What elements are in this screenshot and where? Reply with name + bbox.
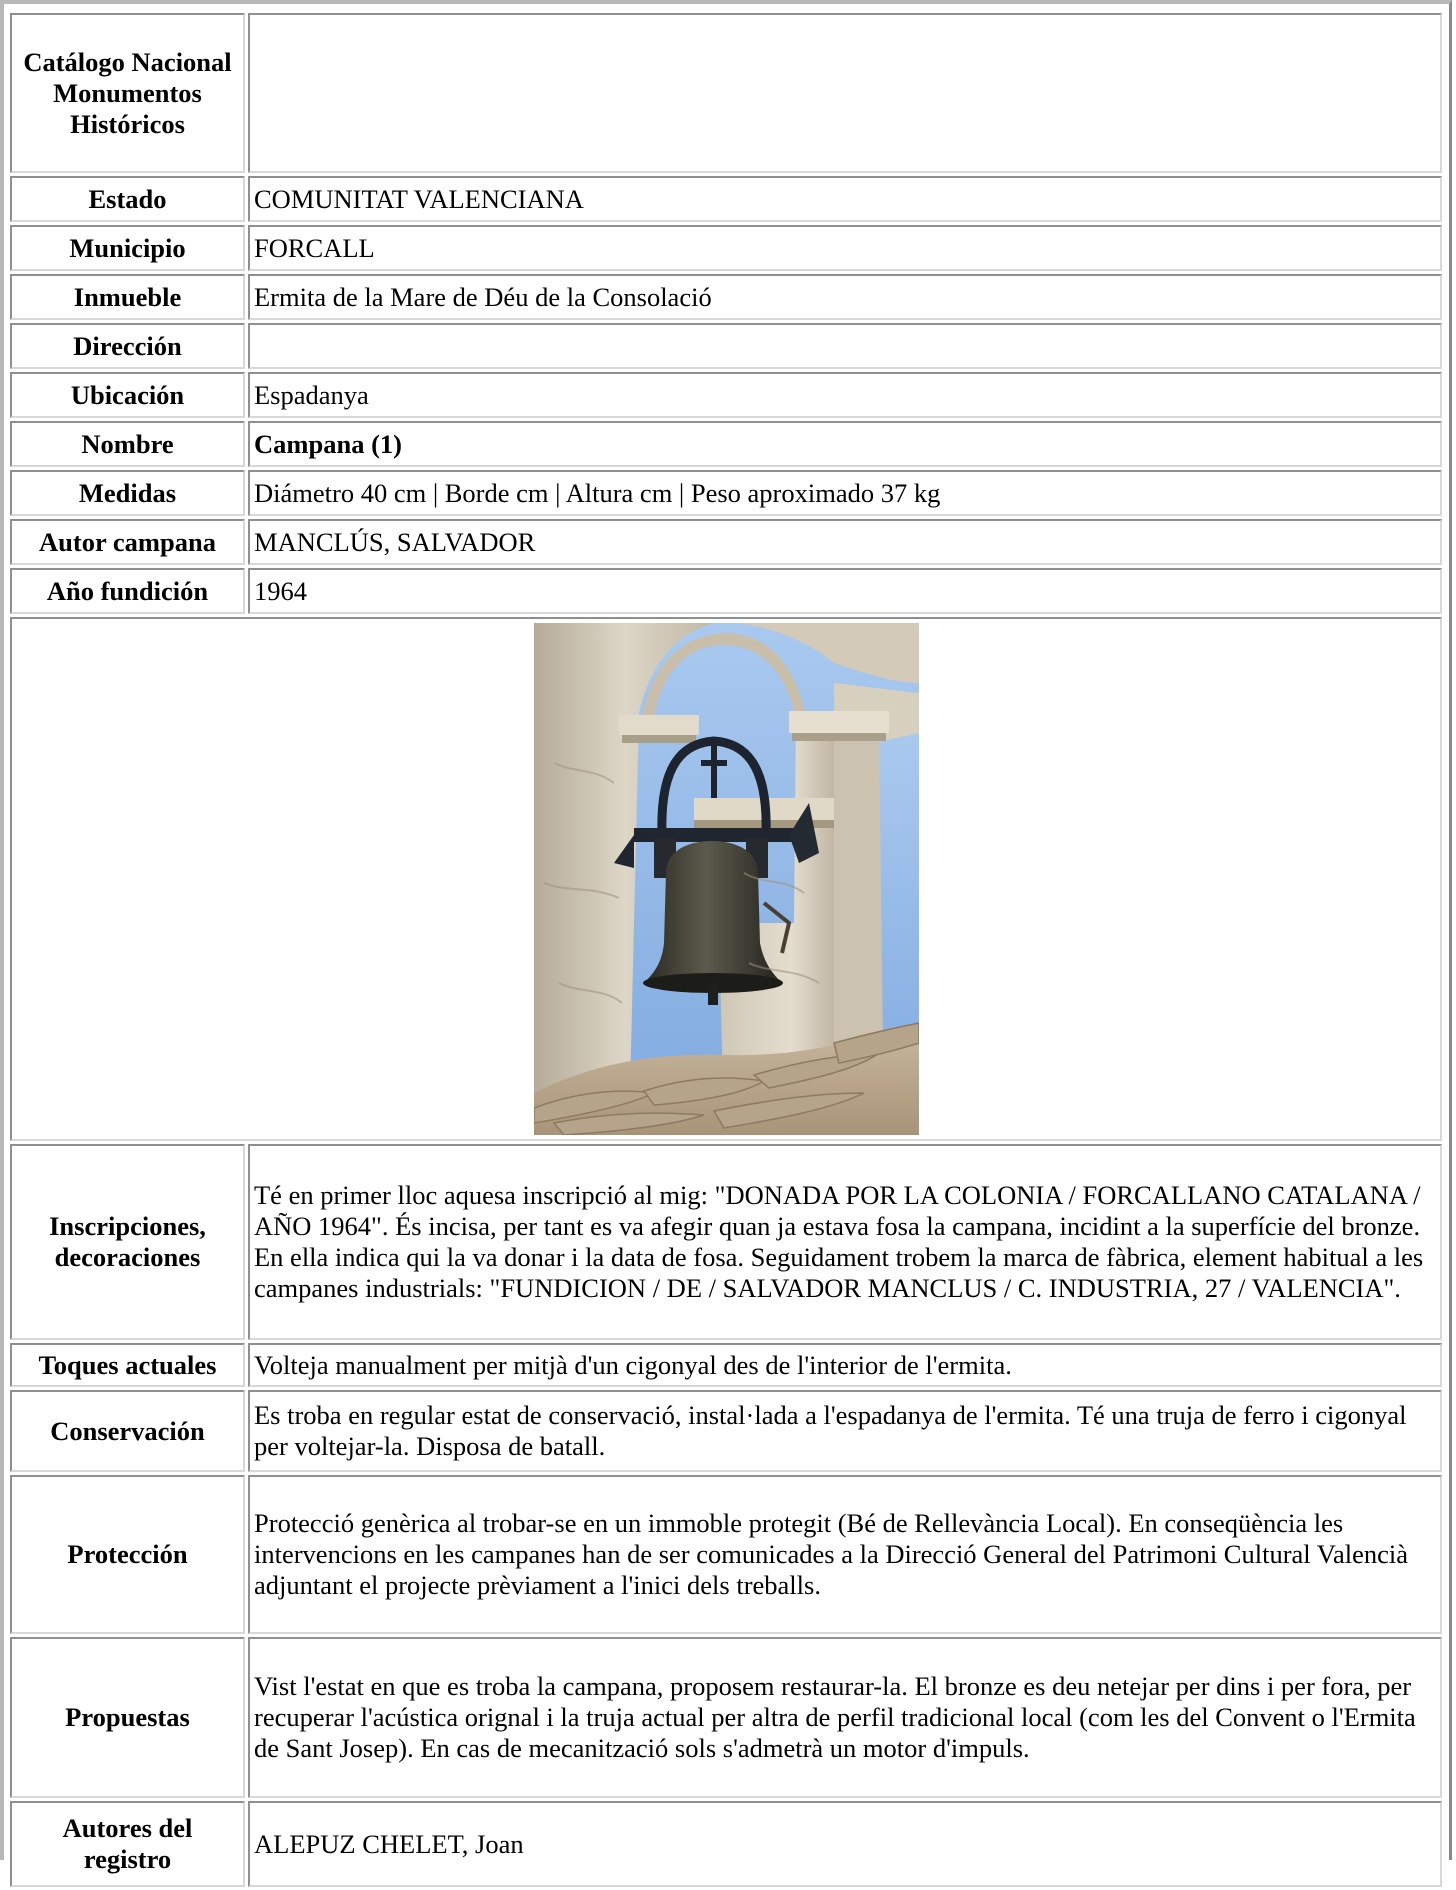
conservacion-value: Es troba en regular estat de conservació, instal·lada a l'espadanya de l'ermita. Té una truja de ferro i cigonyal per voltejar-la. Disposa de batall. [248,1390,1442,1472]
medidas-label: Medidas [10,470,245,516]
proteccion-value: Protecció genèrica al trobar-se en un immoble protegit (Bé de Rellevància Local). En conseqüència les intervencions en les campanes han de ser comunicades a la Direcció General del Patrimoni Cultural Valencià adjuntant el projecte prèviament a l'inici dels treballs. [248,1475,1442,1634]
estado-label: Estado [10,176,245,222]
row-medidas [10,470,1442,516]
row-autores [10,1801,1442,1887]
row-propuestas [10,1637,1442,1798]
ubicacion-value: Espadanya [248,372,1442,418]
municipio-label: Municipio [10,225,245,271]
catalog-label: Catálogo Nacional Monumentos Históricos [10,13,245,173]
autores-label: Autores del registro [10,1801,245,1887]
nombre-label: Nombre [10,421,245,467]
toques-value: Volteja manualment per mitjà d'un cigonyal des de l'interior de l'ermita. [248,1343,1442,1387]
inmueble-value: Ermita de la Mare de Déu de la Consolació [248,274,1442,320]
bell-photo [534,623,919,1135]
toques-label: Toques actuales [10,1343,245,1387]
ubicacion-label: Ubicación [10,372,245,418]
propuestas-value: Vist l'estat en que es troba la campana, proposem restaurar-la. El bronze es deu netejar per dins i per fora, per recuperar l'acústica orignal i la truja actual per altra de perfil tradicional local (com les del Convent o l'Ermita de Sant Josep). En cas de mecanització sols s'admetrà un motor d'impuls. [248,1637,1442,1798]
row-autor-campana [10,519,1442,565]
row-direccion [10,323,1442,369]
proteccion-label: Protección [10,1475,245,1634]
inscripciones-label: Inscripciones, decoraciones [10,1144,245,1340]
row-conservacion [10,1390,1442,1472]
direccion-value [248,323,1442,369]
row-inscripciones [10,1144,1442,1340]
nombre-value: Campana (1) [248,421,1442,467]
autor-campana-value: MANCLÚS, SALVADOR [248,519,1442,565]
row-municipio [10,225,1442,271]
autores-value: ALEPUZ CHELET, Joan [248,1801,1442,1887]
autor-campana-label: Autor campana [10,519,245,565]
row-nombre [10,421,1442,467]
row-inmueble [10,274,1442,320]
row-toques [10,1343,1442,1387]
direccion-label: Dirección [10,323,245,369]
inscripciones-value: Té en primer lloc aquesa inscripció al mig: "DONADA POR LA COLONIA / FORCALLANO CATALANA / AÑO 1964". És incisa, per tant es va afegir quan ja estava fosa la campana, incidint a la superfície del bronze. En ella indica qui la va donar i la data de fosa. Seguidament trobem la marca de fàbrica, element habitual a les campanes industrials: "FUNDICION / DE / SALVADOR MANCLUS / C. INDUSTRIA, 27 / VALENCIA". [248,1144,1442,1340]
conservacion-label: Conservación [10,1390,245,1472]
estado-value: COMUNITAT VALENCIANA [248,176,1442,222]
row-catalog [10,13,1442,173]
propuestas-label: Propuestas [10,1637,245,1798]
row-ubicacion [10,372,1442,418]
row-photo [10,617,1442,1141]
anio-fundicion-value: 1964 [248,568,1442,614]
bell-record-table [7,10,1445,1890]
inmueble-label: Inmueble [10,274,245,320]
photo-cell [10,617,1442,1141]
anio-fundicion-label: Año fundición [10,568,245,614]
municipio-value: FORCALL [248,225,1442,271]
row-proteccion [10,1475,1442,1634]
row-anio-fundicion [10,568,1442,614]
row-estado [10,176,1442,222]
medidas-value: Diámetro 40 cm | Borde cm | Altura cm | Peso aproximado 37 kg [248,470,1442,516]
catalog-value [248,13,1442,173]
